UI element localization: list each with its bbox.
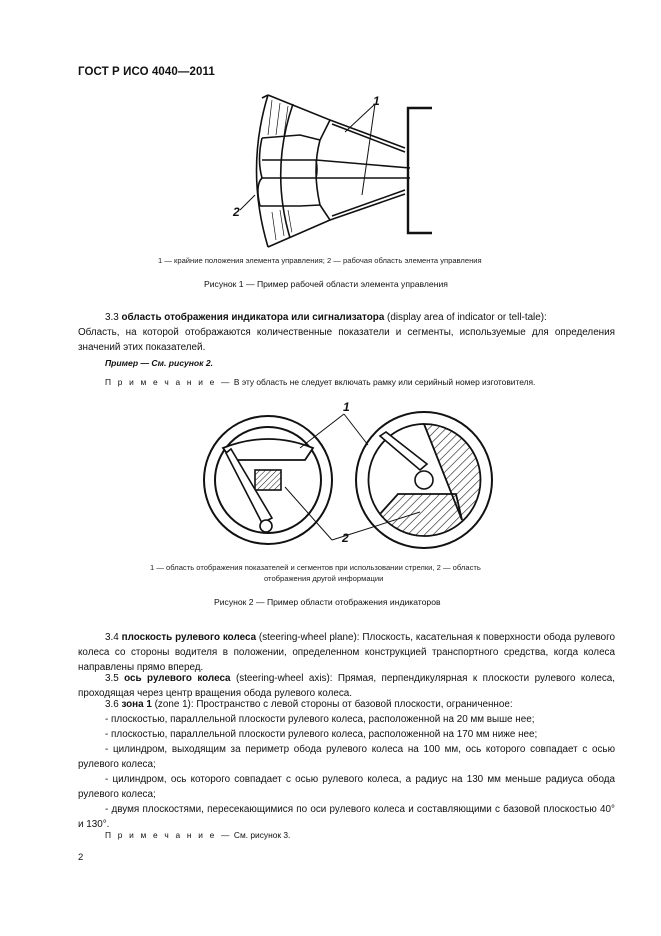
note-text: В эту область не следует включать рамку или серийный номер изготовителя.: [231, 377, 536, 387]
list-item: - плоскостью, параллельной плоскости рулевого колеса, расположенной на 170 мм ниже нее;: [105, 729, 538, 740]
term: ось рулевого колеса: [124, 673, 231, 684]
figure-2-legend-line2: отображения другой информации: [264, 574, 384, 583]
section-3-6: [78, 697, 615, 712]
figure-2-label-2: 2: [342, 531, 349, 545]
page-number: 2: [78, 852, 84, 863]
term-text: (steering-wheel plane): Плоскость, касательная к поверхности обода рулевого колеса со стороны водителя в положении, определенном конструкцией транспортного средства, когда колеса направлены прямо вперед.: [78, 632, 615, 674]
section-number: 3.5: [105, 673, 119, 684]
figure-2-legend-line1: 1 — область отображения показателей и сегментов при использовании стрелки, 2 — область: [150, 563, 481, 572]
term: область отображения индикатора или сигнализатора: [121, 312, 385, 323]
note-label: П р и м е ч а н и е —: [105, 377, 232, 387]
term-text: (zone 1): Пространство с левой стороны от базовой плоскости, ограниченное:: [151, 699, 513, 710]
term: зона 1: [121, 699, 152, 710]
note-text: См. рисунок 3.: [231, 830, 291, 840]
figure-1-caption: Рисунок 1 — Пример рабочей области элемента управления: [204, 279, 448, 289]
section-3-3-definition: Область, на которой отображаются количественные показатели и сегменты, используемые для определения значений этих показателей.: [78, 327, 615, 354]
list-item: - плоскостью, параллельной плоскости рулевого колеса, расположенной на 20 мм выше нее;: [105, 714, 535, 725]
figure-2-caption: Рисунок 2 — Пример области отображения индикаторов: [214, 597, 441, 607]
section-number: 3.4: [105, 632, 119, 643]
document-header: ГОСТ Р ИСО 4040—2011: [78, 66, 215, 78]
section-number: 3.6: [105, 699, 119, 710]
figure-1-legend: 1 — крайние положения элемента управления; 2 — рабочая область элемента управления: [158, 256, 482, 265]
figure-2-label-1: 1: [343, 400, 350, 414]
term-text: (steering-wheel axis): Прямая, перпендикулярная к плоскости рулевого колеса, проходящая через центр вращения обода рулевого колеса.: [78, 673, 615, 700]
list-item: - двумя плоскостями, пересекающимися по оси рулевого колеса и составляющими с базовой плоскостью 40° и 130°.: [78, 804, 615, 831]
section-number: 3.3: [105, 312, 119, 323]
figure-1-label-2: 2: [233, 205, 240, 219]
list-item: - цилиндром, ось которого совпадает с осью рулевого колеса, а радиус на 130 мм меньше радиуса обода рулевого колеса;: [78, 774, 615, 801]
term: плоскость рулевого колеса: [121, 632, 257, 643]
section-3-4: [78, 630, 615, 675]
note-label: П р и м е ч а н и е —: [105, 830, 232, 840]
example-text: Пример — См. рисунок 2.: [105, 358, 214, 368]
list-item: - цилиндром, выходящим за периметр обода рулевого колеса на 100 мм, ось которого совпадает с осью рулевого колеса;: [78, 744, 615, 771]
term-english: (display area of indicator or tell-tale):: [384, 312, 547, 323]
note-3-6: [78, 828, 615, 843]
figure-1-label-1: 1: [373, 94, 380, 108]
